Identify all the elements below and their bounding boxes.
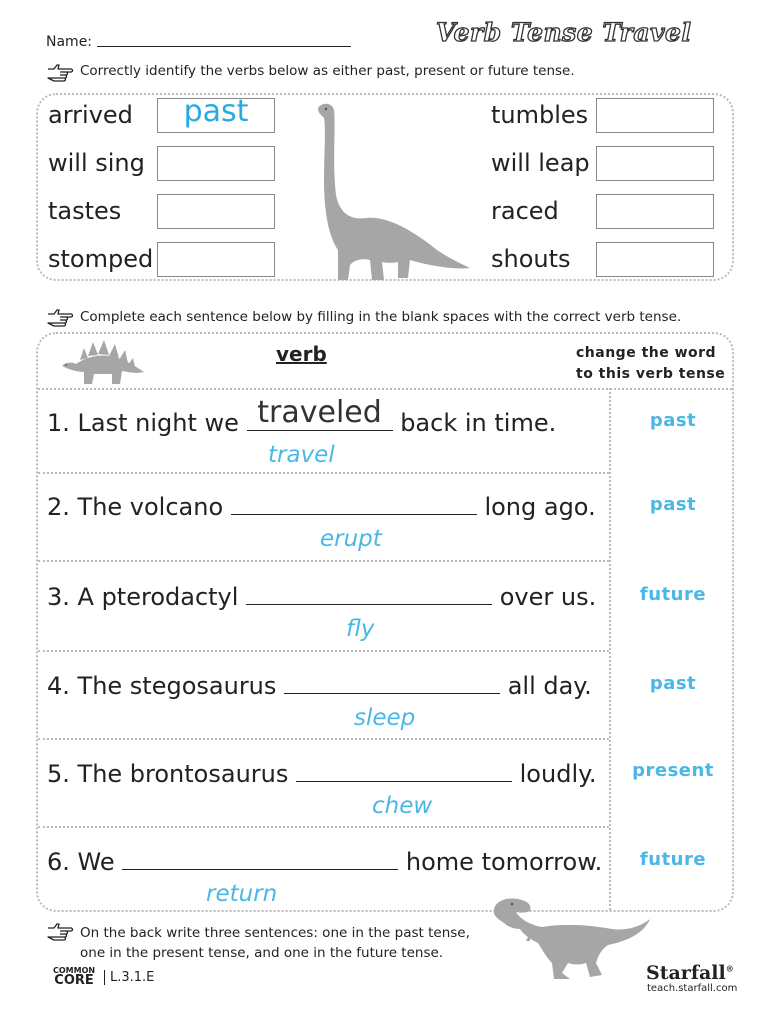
fill-answer: traveled [257,395,382,430]
column-divider [609,388,611,910]
sentence-after: loudly. [519,760,597,788]
sentence-after: back in time. [400,409,557,437]
tense-header-line: change the word [576,345,717,361]
answer-box[interactable] [596,194,714,229]
sentence [47,492,596,521]
answer-box[interactable] [596,242,714,277]
sentence [47,759,597,788]
answer-box[interactable] [157,242,275,277]
worksheet-title: Verb Tense Travel [436,18,692,47]
verb-word: arrived [48,101,133,129]
sentence [47,582,596,611]
pointing-hand-icon [46,62,74,82]
answer-box[interactable] [596,98,714,133]
stegosaurus-icon [58,336,150,386]
fill-blank[interactable] [246,582,492,605]
sentence-before: 1. Last night we [47,409,239,437]
sentence-before: 5. The brontosaurus [47,760,289,788]
verb-word: will leap [491,149,590,177]
target-tense: past [649,673,697,694]
sentence-before: 2. The volcano [47,493,224,521]
verb-word: raced [491,197,559,225]
row-divider [38,560,609,562]
verb-word: shouts [491,245,571,273]
footer-instruction [80,923,470,963]
verb-hint: erupt [320,526,382,552]
verb-hint: return [206,881,278,907]
brand-url: teach.starfall.com [647,983,738,994]
target-tense: past [649,410,697,431]
row-divider [38,472,609,474]
answer-box[interactable] [157,146,275,181]
answer-box[interactable] [596,146,714,181]
row-divider [38,650,609,652]
footer-instruction-line: On the back write three sentences: one in the past tense, [80,925,470,941]
answer-box[interactable] [157,194,275,229]
target-tense: future [639,849,707,870]
answer-text: past [183,94,249,129]
sentence-after: home tomorrow. [405,848,603,876]
tense-column-header [576,343,725,385]
t-rex-icon [490,893,652,981]
verb-hint: sleep [354,705,416,731]
brand-name: Starfall [646,962,726,984]
section1-instruction: Correctly identify the verbs below as either past, present or future tense. [80,63,575,79]
verb-column-header: verb [276,342,327,366]
brontosaurus-icon [312,100,472,284]
verb-word: tastes [48,197,122,225]
name-label: Name: [46,34,93,50]
cc-small: COMMON [53,966,96,975]
sentence-after: over us. [499,583,597,611]
row-divider [38,738,609,740]
fill-blank[interactable] [247,395,393,431]
target-tense: past [649,494,697,515]
target-tense: future [639,584,707,605]
starfall-logo [646,962,734,984]
header-divider [38,388,732,390]
sentence-before: 4. The stegosaurus [47,672,277,700]
target-tense: present [632,760,714,781]
verb-word: tumbles [491,101,589,129]
sentence [47,395,557,437]
name-field[interactable] [97,46,351,47]
cc-big: CORE [54,973,94,988]
tense-header-line: to this verb tense [576,366,726,382]
sentence-after: long ago. [484,493,596,521]
verb-hint: travel [268,442,335,468]
sentence [47,671,592,700]
sentence-before: 3. A pterodactyl [47,583,239,611]
sentence-after: all day. [507,672,592,700]
registered-mark: ® [725,963,734,974]
sentence [47,847,602,876]
fill-blank[interactable] [296,759,512,782]
verb-word: stomped [48,245,154,273]
pointing-hand-icon [46,921,74,941]
fill-blank[interactable] [122,847,398,870]
standard-code: L.3.1.E [104,970,154,985]
verb-hint: fly [346,616,375,642]
section2-instruction: Complete each sentence below by filling in the blank spaces with the correct verb tense. [80,309,682,325]
fill-blank[interactable] [284,671,500,694]
verb-word: will sing [48,149,145,177]
verb-hint: chew [372,793,433,819]
pointing-hand-icon [46,307,74,327]
footer-instruction-line: one in the present tense, and one in the future tense. [80,945,444,961]
common-core-logo [53,966,95,986]
row-divider [38,826,609,828]
sentence-before: 6. We [47,848,115,876]
fill-blank[interactable] [231,492,477,515]
